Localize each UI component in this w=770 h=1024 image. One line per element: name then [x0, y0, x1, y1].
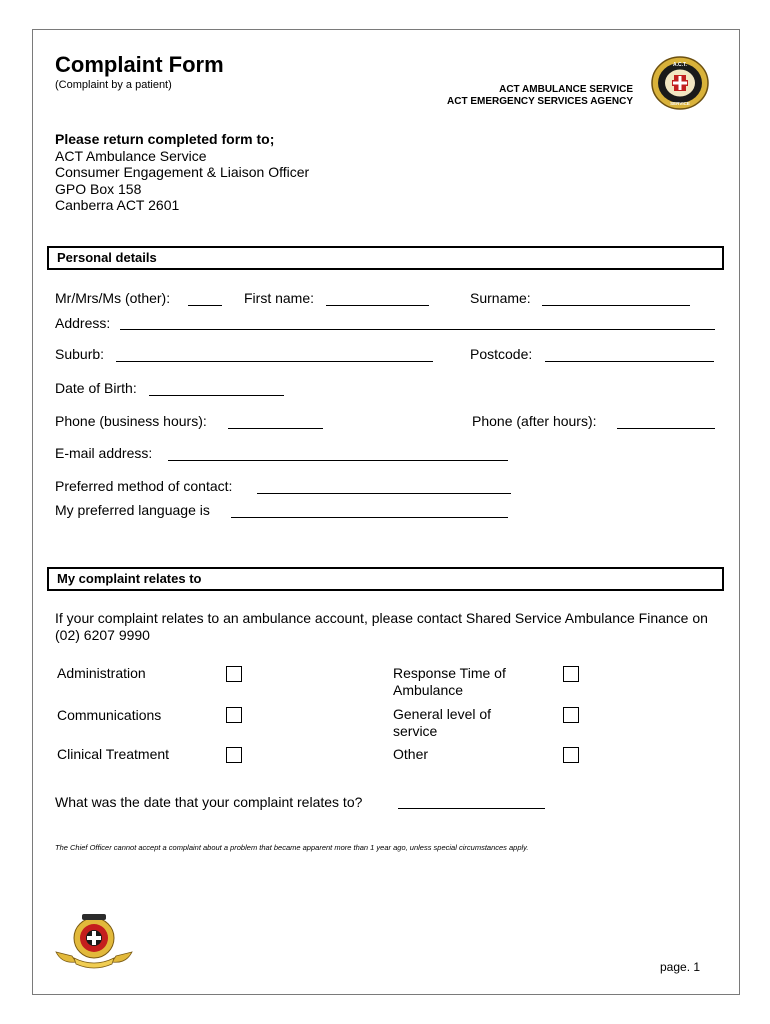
- surname-field[interactable]: [542, 305, 690, 306]
- contact-method-label: Preferred method of contact:: [55, 478, 233, 494]
- title-field[interactable]: [188, 305, 222, 306]
- personal-details-header: [47, 246, 724, 270]
- contact-method-field[interactable]: [257, 493, 511, 494]
- return-address-line: Consumer Engagement & Liaison Officer: [55, 164, 310, 180]
- agency-name-line1: ACT AMBULANCE SERVICE: [499, 84, 633, 95]
- option-label: Communications: [57, 707, 162, 723]
- personal-details-title: Personal details: [57, 250, 157, 265]
- first-name-label: First name:: [244, 290, 315, 306]
- complaint-date-field[interactable]: [398, 808, 545, 809]
- language-label: My preferred language is: [55, 502, 210, 518]
- ambulance-badge-logo: [650, 55, 710, 111]
- date-question-label: What was the date that your complaint relates to?: [55, 794, 363, 810]
- dob-field[interactable]: [149, 395, 284, 396]
- emergency-services-seal: [52, 912, 136, 970]
- surname-label: Surname:: [470, 290, 531, 306]
- phone-business-field[interactable]: [228, 428, 323, 429]
- language-field[interactable]: [231, 517, 508, 518]
- option-label: Clinical Treatment: [57, 746, 170, 762]
- form-title: Complaint Form: [55, 52, 224, 77]
- option-label: General level of service: [393, 706, 492, 739]
- account-note: If your complaint relates to an ambulance account, please contact Shared Service Ambulance Finance on (02) 6207 9990: [55, 610, 708, 643]
- phone-after-label: Phone (after hours):: [472, 413, 597, 429]
- address-label: Address:: [55, 315, 111, 331]
- option-label: Other: [393, 746, 429, 762]
- response-time-checkbox[interactable]: [563, 666, 579, 682]
- complaint-section-title: My complaint relates to: [57, 571, 202, 586]
- postcode-field[interactable]: [545, 361, 714, 362]
- communications-checkbox[interactable]: [226, 707, 242, 723]
- title-label: Mr/Mrs/Ms (other):: [55, 290, 171, 306]
- clinical-treatment-checkbox[interactable]: [226, 747, 242, 763]
- email-field[interactable]: [168, 460, 508, 461]
- email-label: E-mail address:: [55, 445, 153, 461]
- administration-checkbox[interactable]: [226, 666, 242, 682]
- form-subtitle: (Complaint by a patient): [55, 79, 172, 91]
- postcode-label: Postcode:: [470, 346, 533, 362]
- return-address-line: GPO Box 158: [55, 181, 142, 197]
- complaint-section-header: [47, 567, 724, 591]
- return-address-line: ACT Ambulance Service: [55, 148, 207, 164]
- suburb-label: Suburb:: [55, 346, 105, 362]
- dob-label: Date of Birth:: [55, 380, 137, 396]
- agency-name-line2: ACT EMERGENCY SERVICES AGENCY: [447, 96, 633, 107]
- return-heading: Please return completed form to;: [55, 131, 275, 147]
- suburb-field[interactable]: [116, 361, 433, 362]
- page-number: page. 1: [660, 960, 701, 974]
- other-checkbox[interactable]: [563, 747, 579, 763]
- phone-business-label: Phone (business hours):: [55, 413, 207, 429]
- option-label: Administration: [57, 665, 146, 681]
- first-name-field[interactable]: [326, 305, 429, 306]
- footnote: The Chief Officer cannot accept a complaint about a problem that became apparent more than 1 year ago, unless special circumstances apply.: [55, 843, 529, 852]
- phone-after-field[interactable]: [617, 428, 715, 429]
- option-label: Response Time of Ambulance: [393, 665, 506, 698]
- general-service-checkbox[interactable]: [563, 707, 579, 723]
- return-address-line: Canberra ACT 2601: [55, 197, 180, 213]
- logo-text-top: A.C.T.: [673, 62, 687, 68]
- logo-text-bottom: SERVICE: [670, 101, 690, 106]
- address-field[interactable]: [120, 329, 715, 330]
